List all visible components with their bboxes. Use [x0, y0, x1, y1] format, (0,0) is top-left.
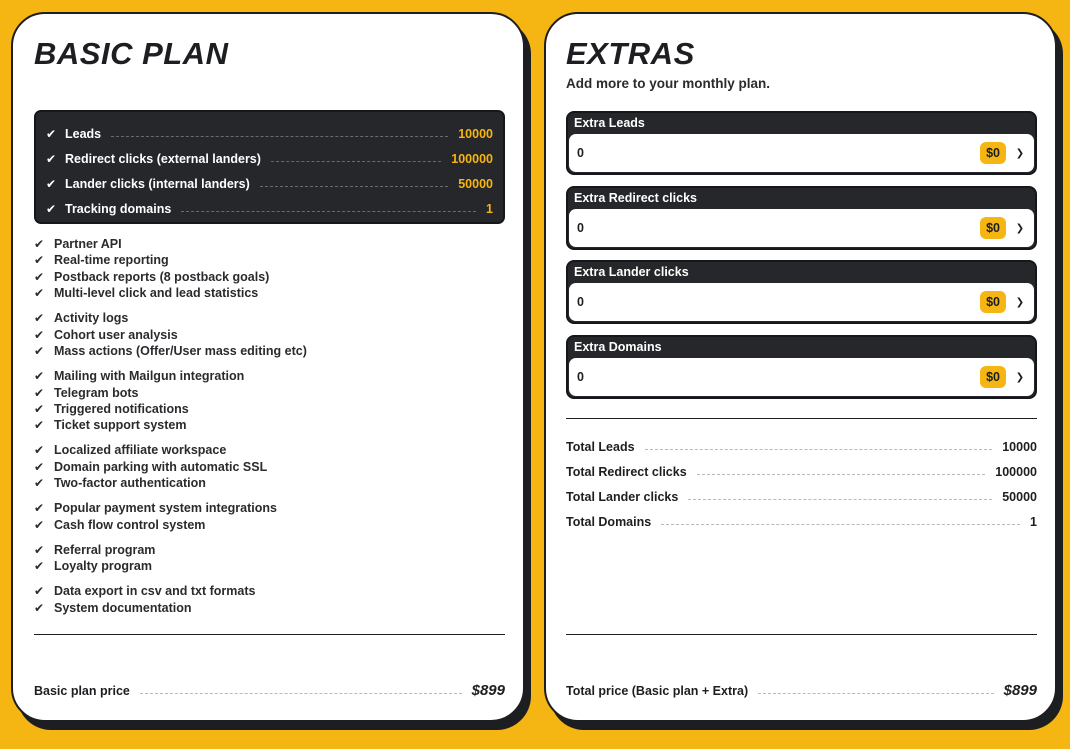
- feature-label: Referral program: [54, 542, 156, 557]
- chevron-down-icon[interactable]: ❯: [1015, 371, 1025, 383]
- extra-label: Extra Domains: [574, 340, 662, 354]
- stat-label: Tracking domains: [65, 201, 172, 216]
- feature-item: [34, 310, 504, 326]
- chevron-down-icon[interactable]: ❯: [1015, 147, 1025, 159]
- total-value: 10000: [1002, 439, 1037, 454]
- extra-value: 0: [577, 221, 584, 235]
- feature-group: [34, 542, 504, 575]
- check-icon: ✔: [34, 311, 45, 326]
- leader-dots: [271, 161, 441, 162]
- check-icon: ✔: [46, 126, 57, 141]
- feature-item: [34, 417, 504, 433]
- feature-item: [34, 442, 504, 458]
- total-row-lander-clicks: [566, 484, 1037, 509]
- leader-dots: [697, 474, 986, 475]
- feature-item: [34, 500, 504, 516]
- leader-dots: [140, 693, 462, 694]
- feature-list: [34, 236, 504, 625]
- extra-lander-clicks-field[interactable]: [569, 283, 1034, 321]
- feature-item: [34, 401, 504, 417]
- check-icon: ✔: [34, 459, 45, 474]
- stat-value: 10000: [458, 126, 493, 141]
- feature-label: Multi-level click and lead statistics: [54, 286, 259, 301]
- feature-group: [34, 500, 504, 533]
- extras-subtitle: Add more to your monthly plan.: [566, 76, 771, 91]
- check-icon: ✔: [34, 327, 45, 342]
- check-icon: ✔: [34, 401, 45, 416]
- feature-item: [34, 343, 504, 359]
- extra-price-badge: $0: [980, 291, 1006, 313]
- feature-label: Two-factor authentication: [54, 476, 206, 490]
- leader-dots: [111, 136, 448, 137]
- check-icon: ✔: [34, 369, 45, 384]
- basic-plan-title: BASIC PLAN: [34, 36, 229, 71]
- feature-label: Triggered notifications: [54, 401, 189, 416]
- feature-group: [34, 368, 504, 433]
- check-icon: ✔: [34, 286, 45, 301]
- check-icon: ✔: [34, 584, 45, 599]
- basic-plan-price-row: [34, 682, 505, 699]
- extra-domains-field[interactable]: [569, 358, 1034, 396]
- check-icon: ✔: [34, 476, 45, 490]
- feature-item: [34, 384, 504, 400]
- leader-dots: [260, 186, 448, 187]
- extra-value: 0: [577, 146, 584, 160]
- total-value: 100000: [995, 464, 1037, 479]
- check-icon: ✔: [34, 443, 45, 458]
- feature-label: Partner API: [54, 237, 122, 252]
- divider: [566, 634, 1037, 635]
- check-icon: ✔: [34, 269, 45, 284]
- chevron-down-icon[interactable]: ❯: [1015, 222, 1025, 234]
- check-icon: ✔: [34, 385, 45, 400]
- stat-value: 100000: [451, 151, 493, 166]
- total-row-domains: [566, 509, 1037, 534]
- extra-leads-select[interactable]: [566, 111, 1037, 175]
- total-value: 1: [1030, 514, 1037, 529]
- feature-label: Telegram bots: [54, 385, 139, 400]
- plan-stats-box: [34, 110, 505, 224]
- feature-item: [34, 516, 504, 532]
- leader-dots: [645, 449, 993, 450]
- feature-item: [34, 269, 504, 285]
- feature-group: [34, 442, 504, 491]
- feature-label: Domain parking with automatic SSL: [54, 459, 268, 474]
- stat-value: 1: [486, 201, 493, 216]
- divider: [34, 634, 505, 635]
- extra-domains-select[interactable]: [566, 335, 1037, 399]
- check-icon: ✔: [34, 418, 45, 433]
- feature-label: Ticket support system: [54, 418, 187, 433]
- totals-list: [566, 434, 1037, 534]
- extra-price-badge: $0: [980, 142, 1006, 164]
- check-icon: ✔: [34, 542, 45, 557]
- total-value: 50000: [1002, 489, 1037, 504]
- feature-group: [34, 583, 504, 616]
- extra-label: Extra Redirect clicks: [574, 191, 697, 205]
- feature-item: [34, 558, 504, 574]
- price-label: Total price (Basic plan + Extra): [566, 683, 749, 698]
- feature-item: [34, 542, 504, 558]
- feature-label: Cash flow control system: [54, 517, 206, 532]
- chevron-down-icon[interactable]: ❯: [1015, 296, 1025, 308]
- basic-plan-card: [11, 12, 525, 722]
- feature-label: Localized affiliate workspace: [54, 443, 227, 458]
- check-icon: ✔: [34, 517, 45, 532]
- extra-value: 0: [577, 295, 584, 309]
- feature-item: [34, 583, 504, 599]
- feature-label: System documentation: [54, 600, 192, 615]
- stat-value: 50000: [458, 176, 493, 191]
- feature-item: [34, 326, 504, 342]
- total-label: Total Leads: [566, 439, 635, 454]
- total-price: $899: [1003, 682, 1037, 699]
- feature-item: [34, 252, 504, 268]
- leader-dots: [688, 499, 992, 500]
- leader-dots: [181, 211, 476, 212]
- extra-lander-clicks-select[interactable]: [566, 260, 1037, 324]
- check-icon: ✔: [34, 600, 45, 615]
- extra-leads-field[interactable]: [569, 134, 1034, 172]
- feature-label: Popular payment system integrations: [54, 501, 277, 516]
- stat-row-tracking-domains: [46, 196, 493, 221]
- check-icon: ✔: [34, 343, 45, 358]
- total-label: Total Lander clicks: [566, 489, 679, 504]
- extra-price-badge: $0: [980, 217, 1006, 239]
- leader-dots: [758, 693, 994, 694]
- feature-item: [34, 236, 504, 252]
- basic-plan-price: $899: [471, 682, 505, 699]
- total-price-row: [566, 682, 1037, 699]
- feature-item: [34, 459, 504, 475]
- extras-title: EXTRAS: [566, 36, 695, 71]
- extra-label: Extra Leads: [574, 116, 645, 130]
- check-icon: ✔: [46, 176, 57, 191]
- check-icon: ✔: [34, 253, 45, 268]
- total-label: Total Redirect clicks: [566, 464, 687, 479]
- feature-label: Data export in csv and txt formats: [54, 584, 256, 599]
- feature-item: [34, 285, 504, 301]
- total-row-leads: [566, 434, 1037, 459]
- check-icon: ✔: [34, 559, 45, 574]
- extra-redirect-clicks-field[interactable]: [569, 209, 1034, 247]
- feature-label: Mailing with Mailgun integration: [54, 369, 245, 384]
- feature-item: [34, 600, 504, 616]
- stat-row-redirect-clicks: [46, 146, 493, 171]
- feature-label: Loyalty program: [54, 559, 152, 574]
- stat-label: Lander clicks (internal landers): [65, 176, 250, 191]
- feature-item: [34, 475, 504, 491]
- feature-group: [34, 310, 504, 359]
- check-icon: ✔: [34, 237, 45, 252]
- stat-label: Leads: [65, 126, 102, 141]
- check-icon: ✔: [46, 151, 57, 166]
- feature-label: Activity logs: [54, 311, 129, 326]
- feature-group: [34, 236, 504, 301]
- extra-redirect-clicks-select[interactable]: [566, 186, 1037, 250]
- stat-row-leads: [46, 121, 493, 146]
- check-icon: ✔: [34, 501, 45, 516]
- total-label: Total Domains: [566, 514, 652, 529]
- feature-label: Real-time reporting: [54, 253, 169, 268]
- total-row-redirect-clicks: [566, 459, 1037, 484]
- extras-card: [544, 12, 1057, 722]
- leader-dots: [661, 524, 1020, 525]
- check-icon: ✔: [46, 201, 57, 216]
- stat-label: Redirect clicks (external landers): [65, 151, 261, 166]
- extra-label: Extra Lander clicks: [574, 265, 689, 279]
- feature-label: Postback reports (8 postback goals): [54, 269, 270, 284]
- feature-label: Cohort user analysis: [54, 327, 178, 342]
- divider: [566, 418, 1037, 419]
- price-label: Basic plan price: [34, 683, 130, 698]
- feature-item: [34, 368, 504, 384]
- feature-label: Mass actions (Offer/User mass editing etc): [54, 343, 307, 358]
- extra-value: 0: [577, 370, 584, 384]
- extra-price-badge: $0: [980, 366, 1006, 388]
- stat-row-lander-clicks: [46, 171, 493, 196]
